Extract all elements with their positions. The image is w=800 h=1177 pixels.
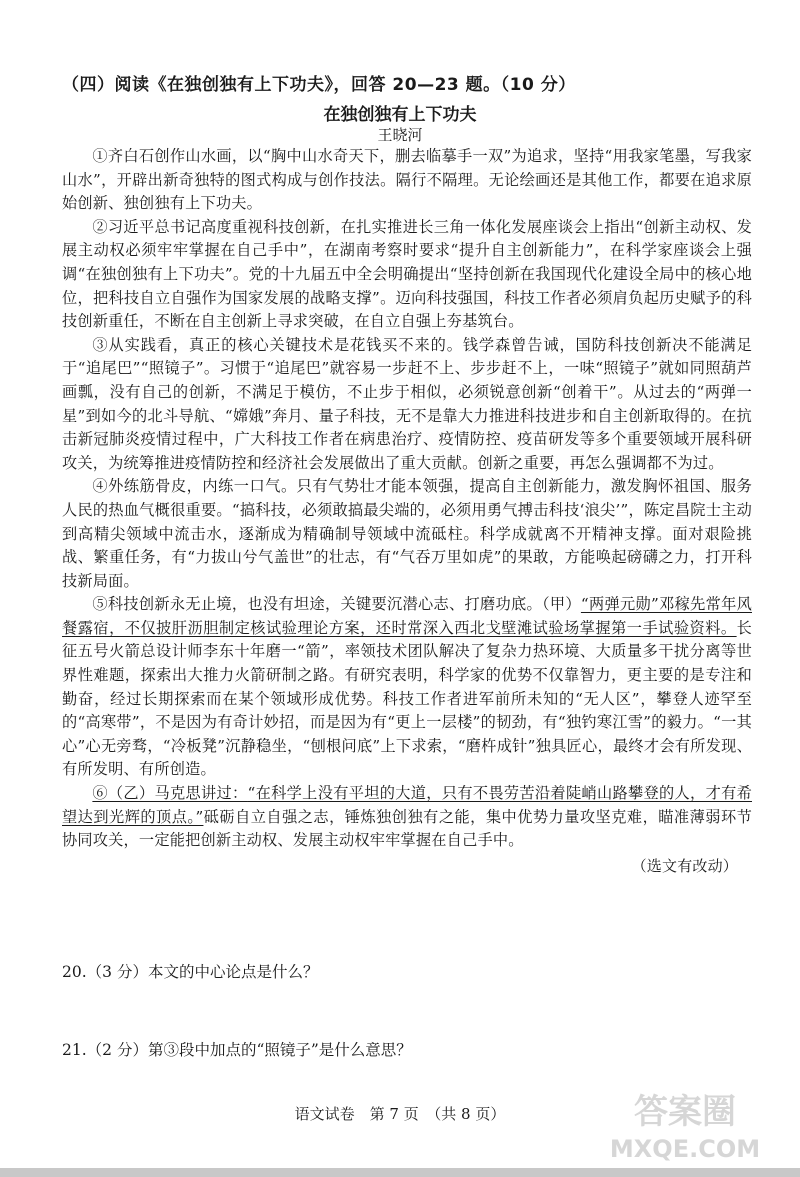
page-footer: 语文试卷 第 7 页 （共 8 页） bbox=[294, 1105, 506, 1123]
article-title: 在独创独有上下功夫 bbox=[323, 105, 477, 125]
watermark-logo bbox=[610, 1085, 760, 1165]
paragraph-6 bbox=[62, 782, 752, 853]
section-header: （四）阅读《在独创独有上下功夫》，回答 20—23 题。（10 分） bbox=[62, 75, 576, 95]
paragraph-5 bbox=[62, 593, 752, 782]
watermark-bottom-text: MXQE.COM bbox=[610, 1135, 760, 1163]
paragraph-5-rest: 长征五号火箭总设计师李东十年磨一“箭”，率领技术团队解决了复杂力热环境、大质量多干扰分离等世界性难题，探索出大推力火箭研制之路。有研究表明，科学家的优势不仅靠智力，更主要的是专注和勤奋，经过长期探索而在某个领域形成优势。科技工作者进军前所未知的“无人区”，攀登人迹罕至的“高寒带”，不是因为有奇计妙招，而是因为有“更上一层楼”的韧劲，有“独钓寒江雪”的毅力。“一其心”心无旁骛，“冷板凳”沉静稳坐，“刨根问底”上下求索，“磨杵成针”独具匠心，最终才会有所发现、有所发明、有所创造。 bbox=[62, 618, 752, 779]
paragraph-6-underlined-yi: “在科学上没有平坦的大道，只有不畏劳苦沿着陡峭山路攀登的人，才有希望达到光辉的顶点。” bbox=[62, 784, 752, 826]
paragraph-4: ④外练筋骨皮，内练一口气。只有气势壮才能本领强，提高自主创新能力，激发胸怀祖国、服务人民的热血气概很重要。“搞科技，必须敢搞最尖端的，必须用勇气搏击科技‘浪尖’”，陈定昌院士主动到高精尖领域中流击水，逐渐成为精确制导领域中流砥柱。科学成就离不开精神支撑。面对艰险挑战、繁重任务，有“力拔山兮气盖世”的壮志，有“气吞万里如虎”的果敢，方能唤起磅礴之力，打开科技新局面。 bbox=[62, 477, 752, 590]
article-body bbox=[62, 145, 752, 878]
paragraph-6-rest: 砥砺自立自强之志，锤炼独创独有之能，集中优势力量攻坚克难，瞄准薄弱环节协同攻关，一定能把创新主动权、发展主动权牢牢掌握在自己手中。 bbox=[62, 807, 753, 850]
paragraph-3: ③从实践看，真正的核心关键技术是花钱买不来的。钱学森曾告诫，国防科技创新决不能满足于“追尾巴”“照镜子”。习惯于“追尾巴”就容易一步赶不上、步步赶不上，一味“照镜子”就如同照葫芦画瓢，没有自己的创新，不满足于模仿，不止步于相似，必须锐意创新“创着干”。从过去的“两弹一星”到如今的北斗导航、“嫦娥”奔月、量子科技，无不是靠大力推进科技进步和自主创新取得的。在抗击新冠肺炎疫情过程中，广大科技工作者在病患治疗、疫情防控、疫苗研发等多个重要领域开展科研攻关，为统筹推进疫情防控和经济社会发展做出了重大贡献。创新之重要，再怎么强调都不为过。 bbox=[62, 335, 752, 472]
paragraph-1: ①齐白石创作山水画，以“胸中山水奇天下，删去临摹手一双”为追求，坚持“用我家笔墨，写我家山水”，开辟出新奇独特的图式构成与创作技法。隔行不隔理。无论绘画还是其他工作，都要在追求原始创新、独创独有上下功夫。 bbox=[62, 147, 752, 213]
article-author: 王晓河 bbox=[377, 126, 423, 144]
bottom-edge-bar bbox=[0, 1168, 800, 1177]
paragraph-5-lead: ⑤科技创新永无止境，也没有坦途，关键要沉潜心志、打磨功底。（甲） bbox=[92, 595, 581, 614]
paragraph-5-underlined-jia: “两弹元勋”邓稼先常年风餐露宿，不仅披肝沥胆制定核试验理论方案，还时常深入西北戈壁滩试验场掌握第一手试验资料。 bbox=[62, 595, 752, 637]
watermark-top-text: 答案圈 bbox=[634, 1092, 736, 1132]
paragraph-6-lead: ⑥（乙）马克思讲过： bbox=[92, 784, 248, 803]
source-note: （选文有改动） bbox=[631, 856, 738, 875]
paragraph-2: ②习近平总书记高度重视科技创新，在扎实推进长三角一体化发展座谈会上指出“创新主动权、发展主动权必须牢牢掌握在自己手中”，在湖南考察时要求“提升自主创新能力”，在科学家座谈会上强调“在独创独有上下功夫”。党的十九届五中全会明确提出“坚持创新在我国现代化建设全局中的核心地位，把科技自立自强作为国家发展的战略支撑”。迈向科技强国，科技工作者必须肩负起历史赋予的科技创新重任，不断在自主创新上寻求突破，在自立自强上夯基筑台。 bbox=[62, 217, 752, 331]
question-21: 21.（2 分）第③段中加点的“照镜子”是什么意思？ bbox=[62, 1041, 412, 1059]
question-20: 20.（3 分）本文的中心论点是什么？ bbox=[62, 963, 319, 981]
